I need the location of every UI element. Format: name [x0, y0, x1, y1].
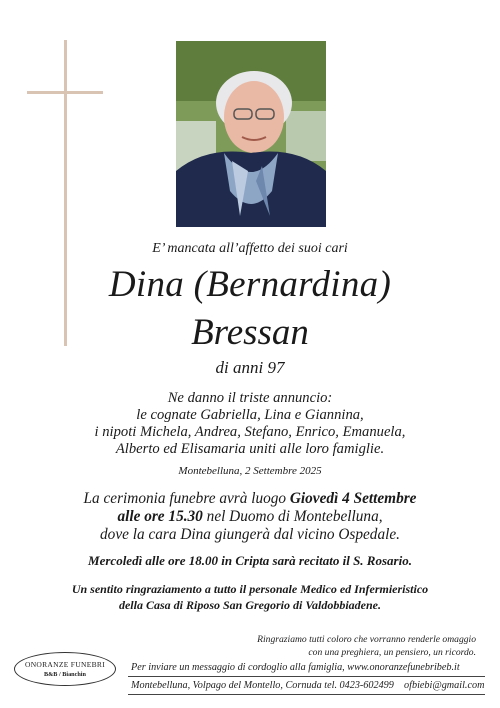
- rosary-notice: Mercoledì alle ore 18.00 in Cripta sarà recitato il S. Rosario.: [88, 553, 412, 568]
- condolence-text: Per inviare un messaggio di cordoglio alla famiglia, www.onoranzefunebribeb.it: [131, 662, 460, 673]
- place-date: Montebelluna, 2 Settembre 2025: [178, 465, 322, 477]
- funeral-home-logo: [14, 652, 116, 686]
- deceased-name: Dina (Bernardina): [108, 264, 392, 305]
- ceremony-block: [0, 490, 500, 544]
- announcement-block: [0, 390, 500, 458]
- divider: [128, 694, 485, 695]
- logo-line-2: B&B / Bianchin: [44, 671, 86, 678]
- ceremony-text: La cerimonia funebre avrà luogo: [83, 490, 290, 507]
- cross-horizontal: [27, 91, 103, 94]
- announcement-line: Ne danno il triste annuncio:: [167, 390, 333, 406]
- gratitude-line: con una preghiera, un pensiero, un ricordo.: [308, 647, 476, 658]
- thanks-block: [0, 581, 500, 613]
- gratitude-line: Ringraziamo tutti coloro che vorranno renderle omaggio: [257, 634, 476, 645]
- announcement-line: Alberto ed Elisamaria uniti alle loro famiglie.: [115, 441, 385, 457]
- ceremony-line-3: dove la cara Dina giungerà dal vicino Ospedale.: [100, 526, 400, 543]
- thanks-line: della Casa di Riposo San Gregorio di Valdobbiadene.: [118, 598, 382, 612]
- age-text: di anni 97: [215, 358, 285, 377]
- gratitude-block: [257, 633, 476, 659]
- thanks-line: Un sentito ringraziamento a tutto il personale Medico ed Infermieristico: [71, 582, 429, 596]
- divider: [128, 676, 485, 677]
- ceremony-line-2: [0, 508, 500, 526]
- portrait-photo: [176, 41, 326, 227]
- deceased-surname: Bressan: [191, 312, 309, 353]
- ceremony-time: alle ore 15.30: [117, 508, 203, 525]
- ceremony-line-1: [0, 490, 500, 508]
- announcement-line: le cognate Gabriella, Lina e Giannina,: [136, 407, 364, 423]
- intro-text: E’ mancata all’affetto dei suoi cari: [152, 241, 348, 256]
- ceremony-place: nel Duomo di Montebelluna,: [202, 508, 383, 525]
- ceremony-date: Giovedì 4 Settembre: [289, 490, 417, 507]
- announcement-line: i nipoti Michela, Andrea, Stefano, Enrico, Emanuela,: [94, 424, 406, 440]
- footer-contacts: Montebelluna, Volpago del Montello, Cornuda tel. 0423-602499 ofbiebi@gmail.com: [131, 680, 485, 691]
- logo-line-1: ONORANZE FUNEBRI: [24, 660, 105, 669]
